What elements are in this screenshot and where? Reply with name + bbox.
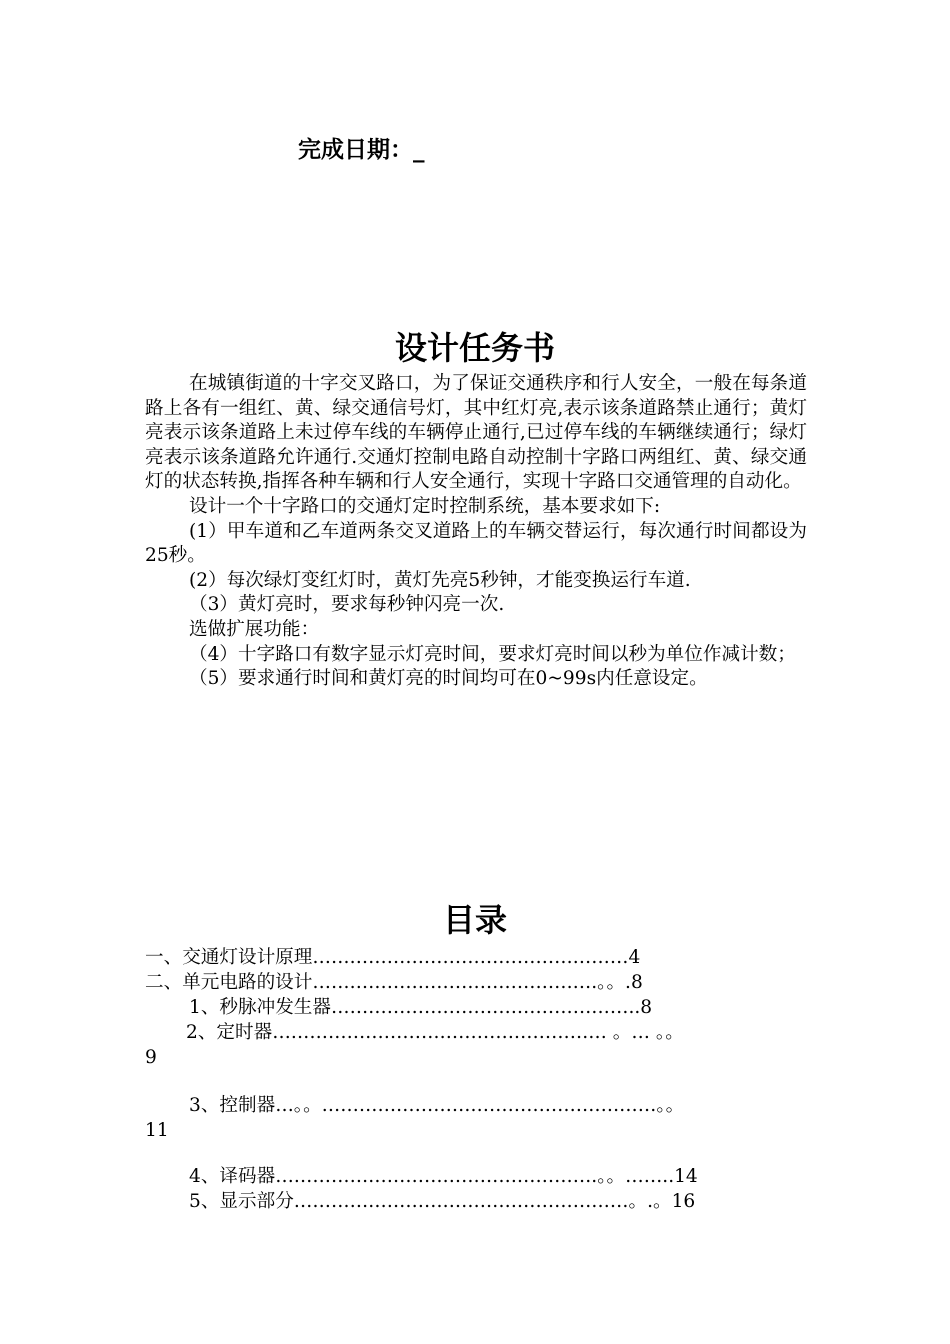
requirement-1: (1）甲车道和乙车道两条交叉道路上的车辆交替运行，每次通行时间都设为25秒。 (145, 520, 807, 567)
toc-entry[interactable]: 一、交通灯设计原理……………………………………………4 (145, 947, 641, 968)
completion-date-label: 完成日期：_ (298, 137, 425, 163)
toc-entry[interactable]: 2、定时器……………………………………………… 。… 。。 (186, 1022, 684, 1043)
requirements-intro: 设计一个十字路口的交通灯定时控制系统，基本要求如下: (189, 495, 661, 517)
toc-entry[interactable]: 1、秒脉冲发生器…………………………………………..8 (189, 997, 653, 1018)
requirement-4: （4）十字路口有数字显示灯亮时间，要求灯亮时间以秒为单位作减计数； (189, 643, 796, 665)
toc-entry-page: 9 (145, 1047, 157, 1068)
task-book-title: 设计任务书 (394, 329, 555, 367)
task-book-body (145, 372, 807, 692)
optional-features-heading: 选做扩展功能： (189, 618, 320, 640)
intro-paragraph: 在城镇街道的十字交叉路口，为了保证交通秩序和行人安全，一般在每条道路上各有一组红、黄、绿交通信号灯，其中红灯亮,表示该条道路禁止通行；黄灯亮表示该条道路上未过停车线的车辆停止通行,已过停车线的车辆继续通行；绿灯亮表示该条道路允许通行.交通灯控制电路自动控制十字路口两组红、黄、绿交通灯的状态转换,指挥各种车辆和行人安全通行，实现十字路口交通管理的自动化。 (145, 373, 807, 493)
toc-entry-page: 11 (145, 1120, 169, 1141)
toc-entry[interactable]: 二、单元电路的设计……………………………………….。。.8 (145, 972, 643, 993)
requirement-2: (2）每次绿灯变红灯时，黄灯先亮5秒钟，才能变换运行车道. (189, 569, 691, 591)
toc-entry[interactable]: 4、译码器…………………………………………….。。……..14 (189, 1166, 698, 1187)
requirement-3: （3）黄灯亮时，要求每秒钟闪亮一次. (189, 594, 505, 616)
toc-title: 目录 (442, 901, 507, 939)
requirement-5: （5）要求通行时间和黄灯亮的时间均可在0~99s内任意设定。 (189, 668, 708, 690)
toc-entry[interactable]: 3、控制器…。。………………………………………………。。 (189, 1095, 685, 1116)
toc-entry[interactable]: 5、显示部分………………………………………………。.。16 (189, 1191, 696, 1212)
